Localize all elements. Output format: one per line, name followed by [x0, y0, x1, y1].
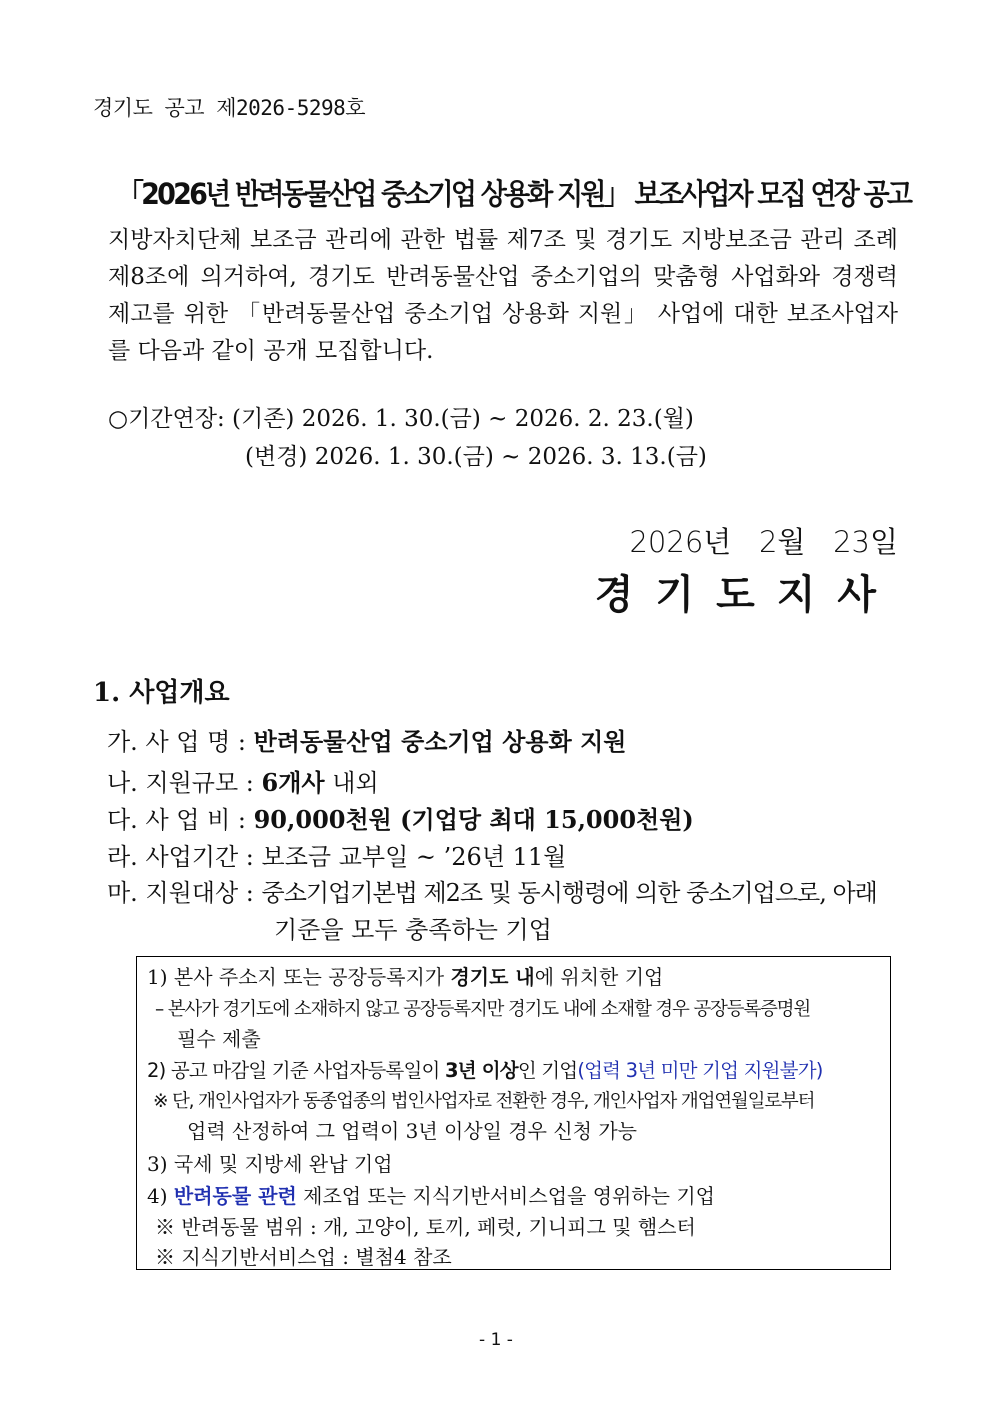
criterion-4-note-2: ※ 지식기반서비스업 : 별첨4 참조	[155, 1245, 452, 1269]
page-number: - 1 -	[479, 1330, 513, 1350]
overview-row-target-cont: 기준을 모두 충족하는 기업	[274, 916, 552, 944]
announce-date: 2026년 2월 23일	[629, 525, 898, 559]
criterion-2	[147, 1055, 823, 1083]
period-extension-changed: (변경) 2026. 1. 30.(금) ~ 2026. 3. 13.(금)	[245, 444, 707, 470]
row-label: 다. 사 업 비 :	[107, 806, 246, 834]
criterion-text: 인 기업	[517, 1059, 578, 1082]
row-value: 6개사	[261, 768, 325, 797]
criterion-text: 1) 본사 주소지 또는 공장등록지가	[147, 965, 451, 989]
overview-row-budget	[107, 800, 694, 835]
criterion-1-sub: – 본사가 경기도에 소재하지 않고 공장등록지만 경기도 내에 소재할 경우 공장등록증명원	[155, 999, 811, 1020]
criterion-1-sub-cont: 필수 제출	[177, 1027, 261, 1051]
criterion-warning: (업력 3년 미만 기업 지원불가)	[577, 1059, 823, 1082]
intro-paragraph: 지방자치단체 보조금 관리에 관한 법률 제7조 및 경기도 지방보조금 관리 조례 제8조에 의거하여, 경기도 반려동물산업 중소기업의 맞춤형 사업화와 경쟁력 제고를 위한 「반려동물산업 중소기업 상용화 지원」 사업에 대한 보조사업자를 다음과 같이 공개 모집합니다.	[108, 227, 898, 364]
criterion-text: 에 위치한 기업	[534, 965, 664, 989]
criterion-emphasis: 경기도 내	[450, 965, 535, 989]
row-label: 라. 사업기간 :	[107, 843, 254, 871]
criterion-4	[147, 1180, 715, 1209]
row-value: 보조금 교부일 ~ ’26년 11월	[261, 843, 567, 871]
criterion-4-note-1: ※ 반려동물 범위 : 개, 고양이, 토끼, 페럿, 기니피그 및 햄스터	[155, 1215, 696, 1239]
row-value: 90,000천원 (기업당 최대 15,000천원)	[253, 805, 694, 834]
overview-row-scale	[107, 763, 379, 798]
overview-row-target	[107, 873, 877, 908]
criterion-1	[147, 961, 663, 990]
row-value-rest: 내외	[332, 769, 379, 797]
section-title: 1. 사업개요	[93, 678, 230, 708]
criterion-2-note-cont: 업력 산정하여 그 업력이 3년 이상일 경우 신청 가능	[187, 1119, 637, 1143]
criterion-text: 제조업 또는 지식기반서비스업을 영위하는 기업	[296, 1184, 715, 1208]
row-label: 가. 사 업 명 :	[107, 728, 246, 756]
criterion-emphasis: 반려동물 관련	[173, 1184, 297, 1208]
row-label: 나. 지원규모 :	[107, 769, 254, 797]
criterion-text: 2) 공고 마감일 기준 사업자등록일이	[147, 1059, 445, 1082]
page-title: 「2026년 반려동물산업 중소기업 상용화 지원」 보조사업자 모집 연장 공고	[117, 177, 911, 211]
criterion-text: 4)	[147, 1184, 174, 1208]
criterion-3: 3) 국세 및 지방세 완납 기업	[147, 1152, 393, 1176]
row-label: 마. 지원대상 :	[107, 879, 254, 907]
criterion-emphasis: 3년 이상	[444, 1059, 518, 1082]
row-value: 중소기업기본법 제2조 및 동시행령에 의한 중소기업으로, 아래	[261, 879, 877, 907]
eligibility-criteria-box	[136, 956, 891, 1270]
overview-row-name	[107, 722, 626, 757]
governor-signature: 경기도지사	[594, 571, 898, 618]
criterion-2-note: ※ 단, 개인사업자가 동종업종의 법인사업자로 전환한 경우, 개인사업자 개업연월일로부터	[153, 1091, 815, 1112]
overview-row-period	[107, 837, 566, 872]
period-extension-original: ○기간연장: (기존) 2026. 1. 30.(금) ~ 2026. 2. 23.(월)	[108, 406, 694, 432]
notice-number: 경기도 공고 제2026-5298호	[93, 96, 366, 120]
row-value: 반려동물산업 중소기업 상용화 지원	[253, 727, 627, 756]
